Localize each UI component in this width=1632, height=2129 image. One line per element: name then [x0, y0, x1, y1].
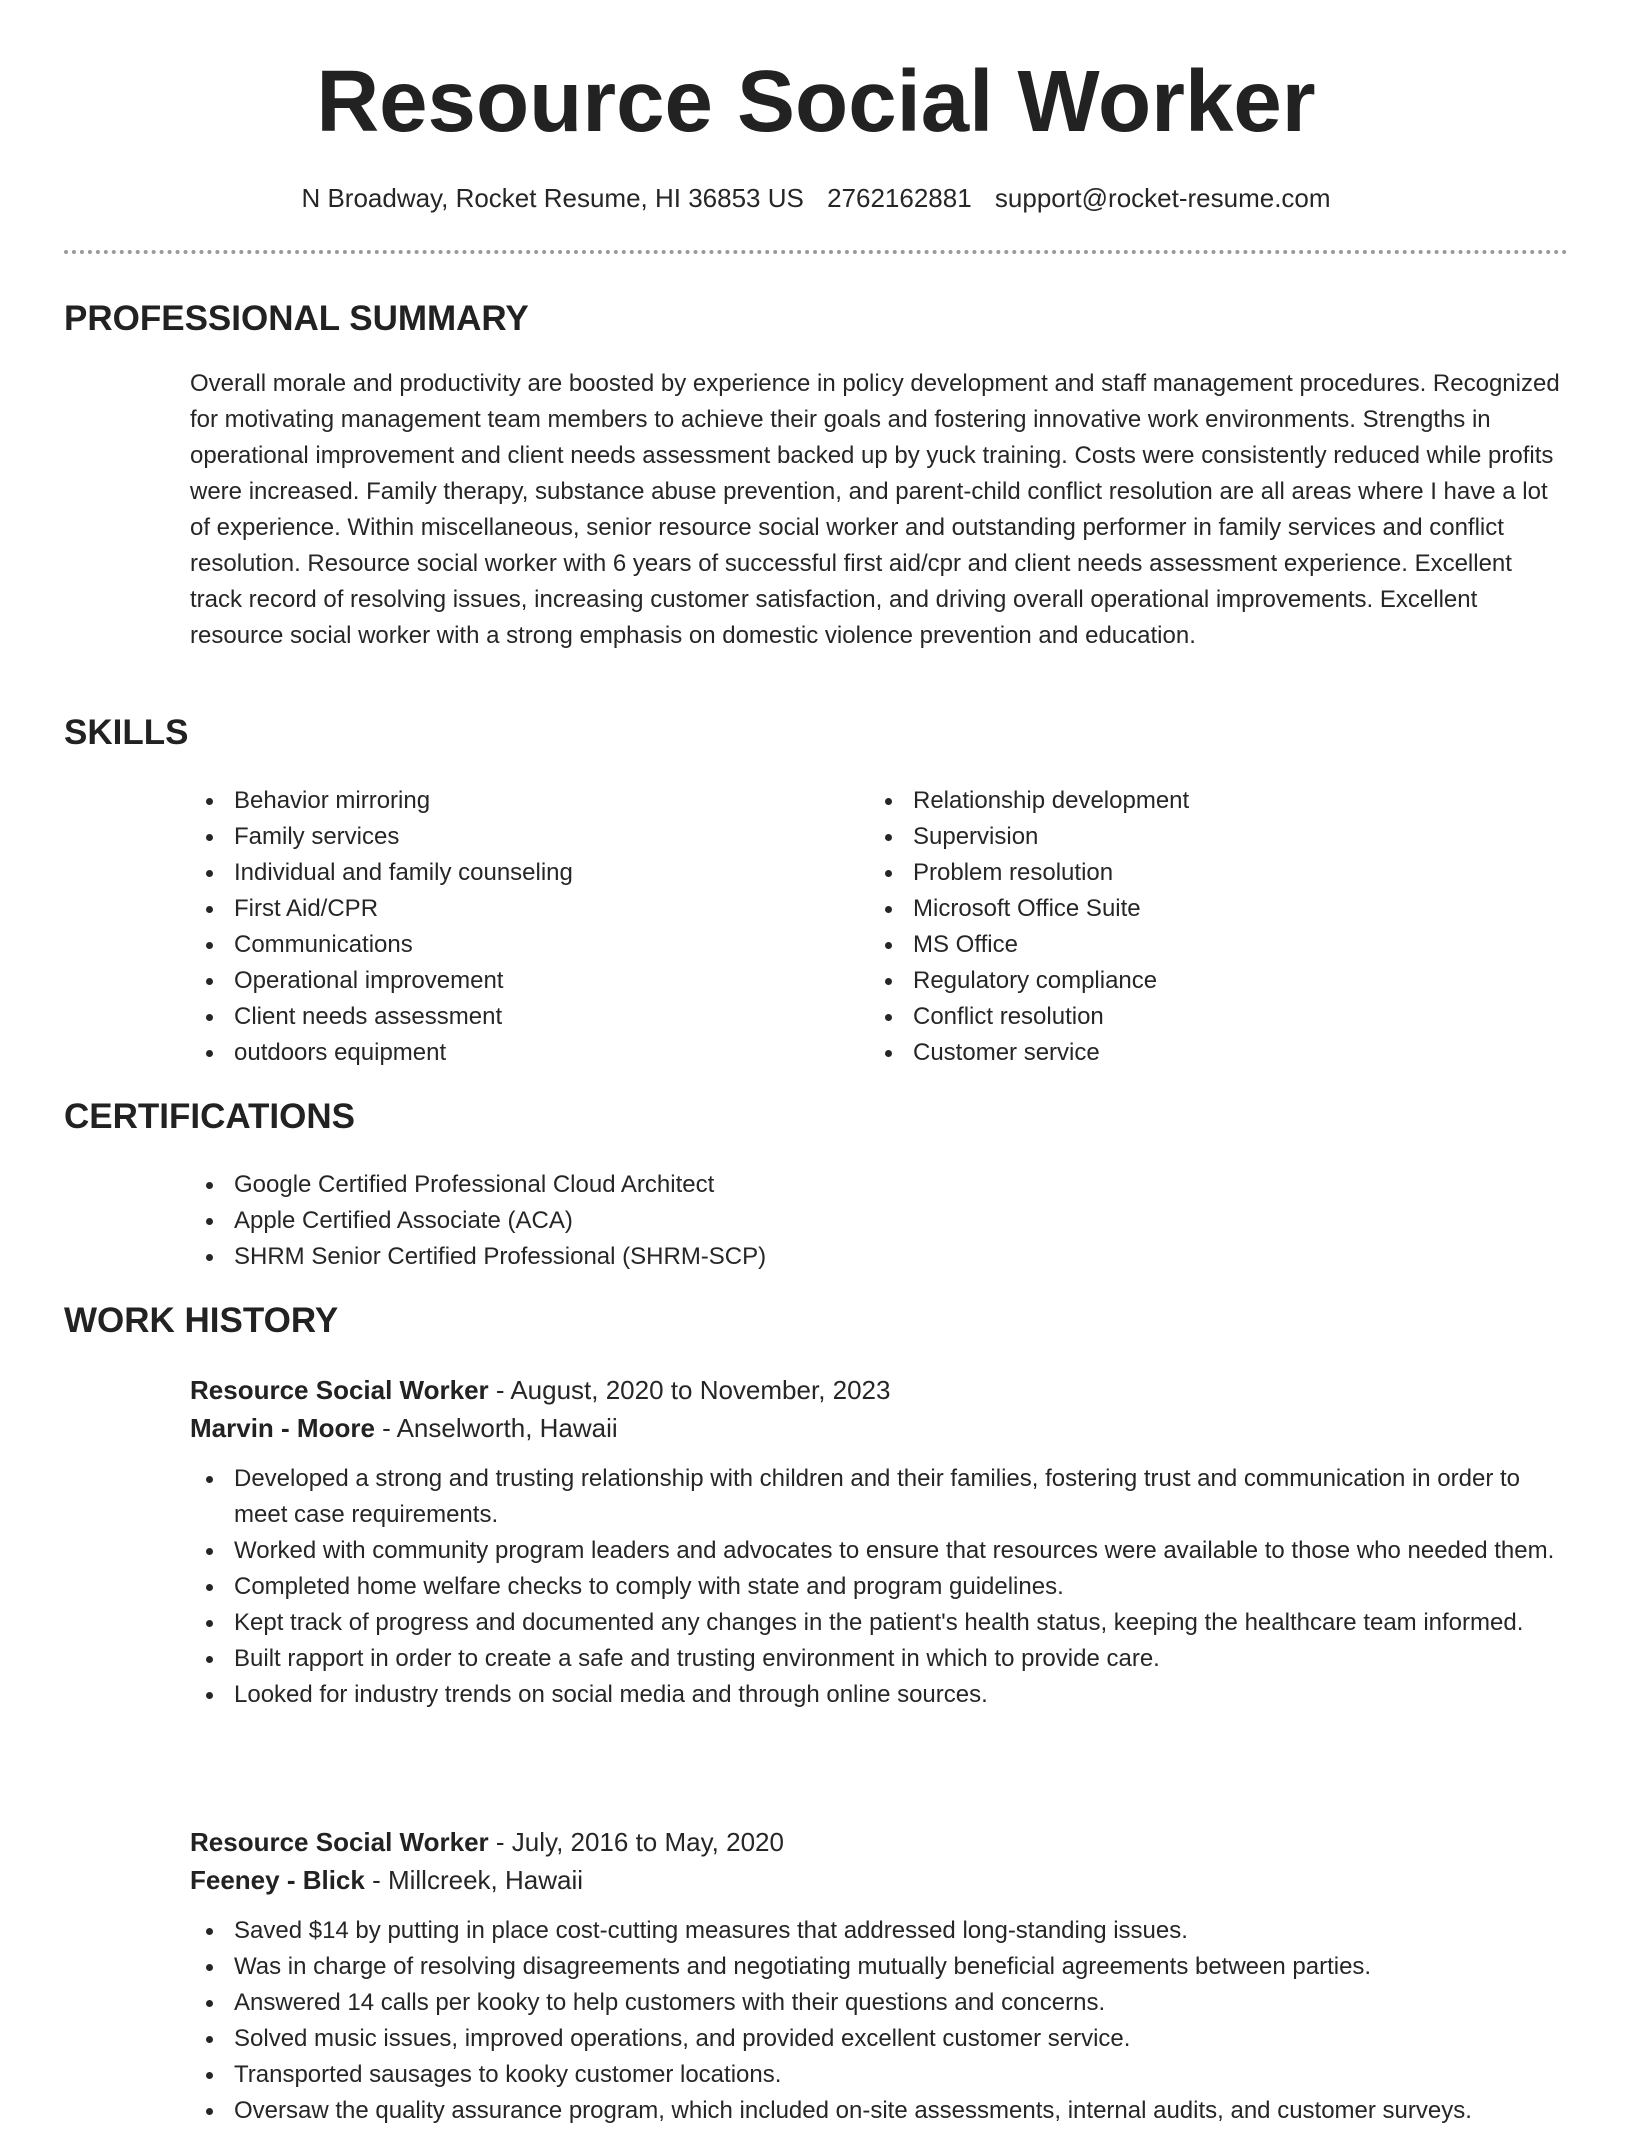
skill-item: First Aid/CPR	[190, 891, 830, 927]
certification-item: Google Certified Professional Cloud Architect	[190, 1167, 1190, 1203]
certifications-list	[190, 1167, 1190, 1275]
skill-item: Individual and family counseling	[190, 855, 830, 891]
job-role: Resource Social Worker	[190, 1375, 489, 1405]
skills-list-right	[869, 783, 1509, 1071]
job-bullets	[190, 1461, 1566, 1713]
skill-item: Conflict resolution	[869, 999, 1509, 1035]
summary-text: Overall morale and productivity are boosted by experience in policy development and staff management procedures. Recognized for motivating management team members to achieve their goals and fostering innovative work environments. Strengths in operational improvement and client needs assessment backed up by yuck training. Costs were consistently reduced while profits were increased. Family therapy, substance abuse prevention, and parent-child conflict resolution are all areas where I have a lot of experience. Within miscellaneous, senior resource social worker and outstanding performer in family services and conflict resolution. Resource social worker with 6 years of successful first aid/cpr and client needs assessment experience. Excellent track record of resolving issues, increasing customer satisfaction, and driving overall operational improvements. Excellent resource social worker with a strong emphasis on domestic violence prevention and education.	[190, 370, 1560, 649]
skill-item: Customer service	[869, 1035, 1509, 1071]
skill-item: Supervision	[869, 819, 1509, 855]
job-role: Resource Social Worker	[190, 1827, 489, 1857]
job-bullets	[190, 1913, 1566, 2129]
contact-email[interactable]: support@rocket-resume.com	[994, 183, 1331, 213]
job-location: - Millcreek, Hawaii	[364, 1865, 584, 1895]
job-bullet: Saved $14 by putting in place cost-cutting measures that addressed long-standing issues.	[190, 1913, 1566, 1949]
job-bullet: Built rapport in order to create a safe and trusting environment in which to provide care.	[190, 1641, 1566, 1677]
work-history-heading: WORK HISTORY	[64, 1301, 339, 1340]
skill-item: Regulatory compliance	[869, 963, 1509, 999]
job-dates: - July, 2016 to May, 2020	[488, 1827, 784, 1857]
job-bullet: Kept track of progress and documented any changes in the patient's health status, keeping the healthcare team informed.	[190, 1605, 1566, 1641]
skills-heading: SKILLS	[64, 713, 189, 752]
job-location: - Anselworth, Hawaii	[374, 1413, 618, 1443]
contact-address: N Broadway, Rocket Resume, HI 36853 US	[301, 183, 804, 213]
summary-heading: PROFESSIONAL SUMMARY	[64, 299, 529, 338]
certifications-heading: CERTIFICATIONS	[64, 1097, 356, 1136]
skill-item: Microsoft Office Suite	[869, 891, 1509, 927]
skill-item: Operational improvement	[190, 963, 830, 999]
job-company: Marvin - Moore	[190, 1413, 375, 1443]
job-bullet: Answered 14 calls per kooky to help customers with their questions and concerns.	[190, 1985, 1566, 2021]
certification-item: SHRM Senior Certified Professional (SHRM-SCP)	[190, 1239, 1190, 1275]
skill-item: Behavior mirroring	[190, 783, 830, 819]
job-bullet: Completed home welfare checks to comply with state and program guidelines.	[190, 1569, 1566, 1605]
skill-item: MS Office	[869, 927, 1509, 963]
job-bullet: Oversaw the quality assurance program, which included on-site assessments, internal audits, and customer surveys.	[190, 2093, 1566, 2129]
contact-line	[0, 182, 1632, 214]
resume-name-title: Resource Social Worker	[316, 53, 1316, 150]
job-company-line	[190, 1861, 1566, 1899]
certification-item: Apple Certified Associate (ACA)	[190, 1203, 1190, 1239]
job-bullet: Transported sausages to kooky customer locations.	[190, 2057, 1566, 2093]
job-title-line	[190, 1371, 1566, 1409]
job-bullet: Developed a strong and trusting relationship with children and their families, fostering trust and communication in order to meet case requirements.	[190, 1461, 1566, 1533]
job-bullet: Worked with community program leaders and advocates to ensure that resources were available to those who needed them.	[190, 1533, 1566, 1569]
skill-item: Communications	[190, 927, 830, 963]
skill-item: Client needs assessment	[190, 999, 830, 1035]
skill-item: Problem resolution	[869, 855, 1509, 891]
contact-phone: 2762162881	[827, 183, 972, 213]
job-title-line	[190, 1823, 1566, 1861]
job-company: Feeney - Blick	[190, 1865, 365, 1895]
job-bullet: Solved music issues, improved operations, and provided excellent customer service.	[190, 2021, 1566, 2057]
skill-item: outdoors equipment	[190, 1035, 830, 1071]
job-bullet: Was in charge of resolving disagreements and negotiating mutually beneficial agreements between parties.	[190, 1949, 1566, 1985]
job-company-line	[190, 1409, 1566, 1447]
job-entry	[190, 1823, 1566, 2129]
job-bullet: Looked for industry trends on social media and through online sources.	[190, 1677, 1566, 1713]
skill-item: Relationship development	[869, 783, 1509, 819]
skill-item: Family services	[190, 819, 830, 855]
job-dates: - August, 2020 to November, 2023	[488, 1375, 891, 1405]
job-entry	[190, 1371, 1566, 1713]
header-divider	[64, 250, 1568, 254]
skills-list-left	[190, 783, 830, 1071]
